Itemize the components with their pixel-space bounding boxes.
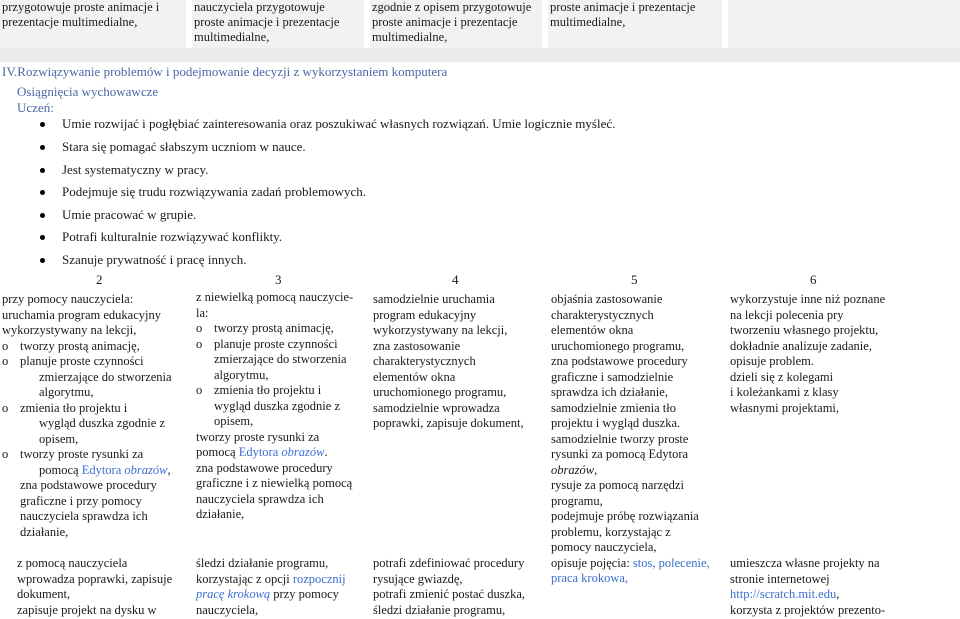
column-number-6: 6: [810, 272, 817, 287]
top-cell-5: [728, 0, 960, 48]
o-bullet-icon: o: [2, 354, 9, 368]
o-bullet-icon: o: [2, 400, 9, 415]
student-label: Uczeń:: [17, 100, 54, 115]
top-cell-1: [0, 0, 186, 48]
o-bullet-icon: o: [196, 383, 203, 397]
top-cell-4: [548, 0, 722, 48]
cell-text: nauczyciela przygotowuje: [194, 0, 325, 14]
cell-text: proste animacje i prezentacje: [372, 15, 518, 29]
column-5-cell: objaśnia zastosowanie charakterystycznych elementów okna uruchomionego programu, zna podstawowe procedury graficzne i samodzielnie sprawdza ich działanie, samodzielnie zmienia tło projektu i wygląd duszka. samodzielnie tworzy proste rysunki za pomocą Edytora obrazów, rysuje za pomocą narzędzi programu, podejmuje próbę rozwiązania problemu, korzystając z pomocy nauczyciela, opisuje pojęcia: stos, polecenie, praca krokowa,: [551, 292, 710, 585]
scratch-link[interactable]: http://scratch.mit.edu: [730, 587, 837, 601]
cell-text: proste animacje i prezentacje: [194, 15, 340, 29]
column-3-cell: z niewielką pomocą nauczycie- la: o tworzy prostą animację, o planuje proste czynności zmierzające do stworzenia algorytmu, o zmienia tło projektu i wygląd duszka zgodnie z opisem, tworzy proste rysunki za pomocą Edytora obrazów. zna podstawowe procedury graficzne i z niewielką pomocą nauczyciela sprawdza ich działanie,: [196, 290, 354, 521]
cell-text: multimedialne,: [372, 30, 448, 44]
cell-text: zgodnie z opisem przygotowuje: [372, 0, 532, 14]
section-subtitle: Osiągnięcia wychowawcze: [17, 84, 159, 99]
top-cell-3: [370, 0, 542, 48]
bullet-icon: [40, 145, 45, 150]
o-bullet-icon: o: [196, 336, 203, 351]
cell-text: proste animacje i prezentacje: [550, 0, 696, 14]
bullet-icon: [40, 168, 45, 173]
o-bullet-icon: o: [2, 447, 9, 461]
top-cell-2: [192, 0, 364, 48]
column-6-cell-b: umieszcza własne projekty na stronie internetowej http://scratch.mit.edu, korzysta z projektów prezento-: [730, 556, 886, 617]
column-6-cell: wykorzystuje inne niż poznane na lekcji polecenia pry tworzeniu własnego projektu, dokładnie analizuje zadanie, opisuje problem. dzieli się z kolegami i koleżankami z klasy własnymi projektami,: [730, 292, 886, 415]
o-bullet-icon: o: [196, 321, 203, 335]
bullet-icon: [40, 235, 45, 240]
column-2-cell-b: z pomocą nauczyciela wprowadza poprawki, zapisuje dokument, zapisuje projekt na dysku w: [17, 556, 173, 617]
bullet-icon: [40, 258, 45, 263]
o-bullet-icon: o: [2, 338, 9, 353]
cell-text: przygotowuje proste animacje i: [2, 0, 160, 14]
cell-text: multimedialne,: [550, 15, 626, 29]
bullet-icon: [40, 122, 45, 127]
column-number-5: 5: [631, 272, 638, 287]
column-number-4: 4: [452, 272, 459, 287]
column-3-cell-b: śledzi działanie programu, korzystając z opcji rozpocznij pracę krokową przy pomocy nauczyciela,: [196, 556, 346, 617]
column-number-3: 3: [275, 272, 282, 287]
section-title: IV.Rozwiązywanie problemów i podejmowanie decyzji z wykorzystaniem komputera: [2, 64, 448, 79]
column-2-cell: przy pomocy nauczyciela: uruchamia program edukacyjny wykorzystywany na lekcji, o tworzy prostą animację, o planuje proste czynności zmierzające do stworzenia algorytmu, o zmienia tło projektu i wygląd duszka zgodnie z opisem, o tworzy proste rysunki za pomocą Edytora obrazów, zna podstawowe procedury graficzne i przy pomocy nauczyciela sprawdza ich działanie,: [2, 292, 172, 539]
top-table-row: [0, 0, 960, 48]
bullet-icon: [40, 190, 45, 195]
divider-band: [0, 48, 960, 62]
cell-text: multimedialne,: [194, 30, 270, 44]
column-number-2: 2: [96, 272, 103, 287]
column-4-cell: samodzielnie uruchamia program edukacyjny wykorzystywany na lekcji, zna zastosowanie charakterystycznych elementów okna uruchomionego programu, samodzielnie wprowadza poprawki, zapisuje dokument,: [373, 292, 524, 430]
bullet-icon: [40, 213, 45, 218]
column-4-cell-b: potrafi zdefiniować procedury rysujące gwiazdę, potrafi zmienić postać duszka, śledzi działanie programu,: [373, 556, 526, 617]
cell-text: prezentacje multimedialne,: [2, 15, 138, 29]
